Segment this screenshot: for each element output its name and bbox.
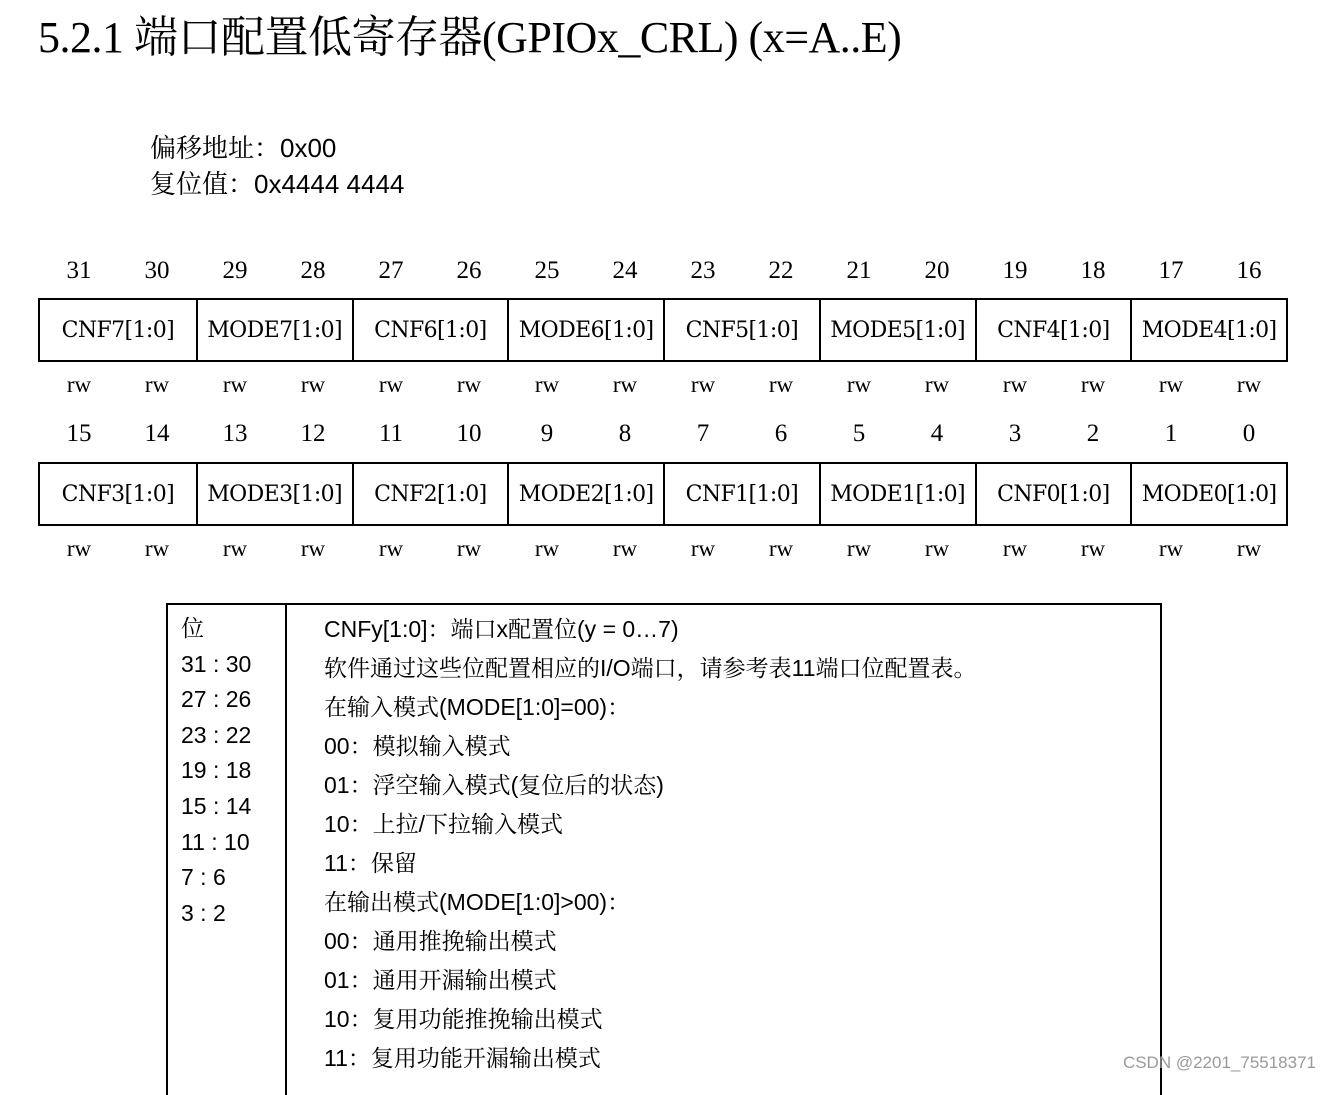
- access-type: rw: [690, 372, 716, 397]
- register-field: CNF1[1:0]: [663, 464, 819, 524]
- bit-numbers-low: [40, 419, 1288, 449]
- access-type: rw: [222, 372, 248, 397]
- bit-number: 28: [300, 257, 326, 284]
- bit-number: 12: [300, 420, 326, 447]
- register-field: CNF0[1:0]: [975, 464, 1131, 524]
- bit-number: 1: [1164, 420, 1178, 447]
- access-type: rw: [846, 372, 872, 397]
- access-type: rw: [534, 536, 560, 561]
- access-type: rw: [846, 536, 872, 561]
- access-type: rw: [1002, 372, 1028, 397]
- bit-range: 15 : 14: [181, 792, 252, 819]
- bit-number: 31: [66, 257, 92, 284]
- bit-number: 4: [930, 420, 944, 447]
- field-name-line: CNFy[1:0]：端口x配置位(y = 0…7): [324, 616, 679, 642]
- bit-number: 10: [456, 420, 482, 447]
- register-field: MODE7[1:0]: [196, 300, 352, 360]
- access-type: rw: [66, 372, 92, 397]
- register-field: MODE0[1:0]: [1130, 464, 1286, 524]
- access-type: rw: [1002, 536, 1028, 561]
- access-type: rw: [612, 372, 638, 397]
- access-type: rw: [768, 536, 794, 561]
- access-type: rw: [456, 536, 482, 561]
- access-type: rw: [1236, 536, 1262, 561]
- access-type: rw: [300, 372, 326, 397]
- access-type: rw: [378, 372, 404, 397]
- address-offset: 偏移地址：0x00: [150, 133, 337, 163]
- output-mode-heading: 在输出模式(MODE[1:0]>00)：: [324, 889, 631, 915]
- bit-number: 20: [924, 257, 950, 284]
- bit-number: 9: [540, 420, 554, 447]
- bit-number: 30: [144, 257, 170, 284]
- bit-number: 18: [1080, 257, 1106, 284]
- bit-number: 29: [222, 257, 248, 284]
- description-line: 10：上拉/下拉输入模式: [324, 811, 563, 837]
- bit-number: 5: [852, 420, 866, 447]
- register-field: CNF2[1:0]: [352, 464, 508, 524]
- register-field: MODE5[1:0]: [819, 300, 975, 360]
- bit-number: 21: [846, 257, 872, 284]
- register-field: CNF7[1:0]: [61, 317, 175, 343]
- register-field: MODE3[1:0]: [196, 464, 352, 524]
- bit-range: 19 : 18: [181, 757, 252, 784]
- description-line: 11：复用功能开漏输出模式: [324, 1045, 601, 1071]
- register-field: CNF4[1:0]: [975, 300, 1131, 360]
- register-field: MODE2[1:0]: [507, 464, 663, 524]
- access-type: rw: [456, 372, 482, 397]
- access-type: rw: [924, 372, 950, 397]
- access-type: rw: [1236, 372, 1262, 397]
- access-type: rw: [1080, 372, 1106, 397]
- access-type: rw: [222, 536, 248, 561]
- bit-number: 0: [1242, 420, 1256, 447]
- bit-number: 14: [144, 420, 170, 447]
- description-line: 00：通用推挽输出模式: [324, 928, 557, 954]
- bit-number: 27: [378, 257, 404, 284]
- description-line: 00：模拟输入模式: [324, 733, 511, 759]
- bit-number: 17: [1158, 257, 1184, 284]
- watermark: CSDN @2201_75518371: [1122, 1053, 1316, 1072]
- access-types-high: [40, 371, 1288, 399]
- bit-range: 27 : 26: [181, 686, 252, 713]
- access-type: rw: [768, 372, 794, 397]
- description-line: 软件通过这些位配置相应的I/O端口，请参考表11端口位配置表。: [324, 655, 977, 681]
- access-type: rw: [378, 536, 404, 561]
- access-type: rw: [144, 536, 170, 561]
- access-type: rw: [534, 372, 560, 397]
- bit-number: 11: [378, 420, 404, 447]
- bit-range: 11 : 10: [181, 828, 250, 855]
- bit-column-header: 位: [181, 615, 204, 641]
- bit-number: 6: [774, 420, 788, 447]
- description-line: 01：浮空输入模式(复位后的状态): [324, 772, 664, 798]
- bit-range: 23 : 22: [181, 721, 252, 748]
- access-types-low: [40, 535, 1288, 563]
- bit-number: 13: [222, 420, 248, 447]
- bit-range: 7 : 6: [181, 864, 226, 891]
- access-type: rw: [612, 536, 638, 561]
- access-type: rw: [1158, 372, 1184, 397]
- access-type: rw: [1080, 536, 1106, 561]
- access-type: rw: [144, 372, 170, 397]
- bit-numbers-high: [40, 256, 1288, 286]
- description-line: 11：保留: [324, 850, 417, 876]
- bit-description-table: [166, 603, 1162, 1095]
- access-type: rw: [300, 536, 326, 561]
- bit-number: 16: [1236, 257, 1262, 284]
- section-title: 5.2.1 端口配置低寄存器(GPIOx_CRL) (x=A..E): [38, 13, 902, 62]
- bit-number: 2: [1086, 420, 1100, 447]
- bit-range: 3 : 2: [181, 899, 226, 926]
- bit-number: 23: [690, 257, 716, 284]
- register-field: CNF3[1:0]: [61, 481, 175, 507]
- access-type: rw: [66, 536, 92, 561]
- bit-range: 31 : 30: [181, 650, 252, 677]
- bit-number: 22: [768, 257, 794, 284]
- bit-number: 25: [534, 257, 560, 284]
- description-line: 10：复用功能推挽输出模式: [324, 1006, 603, 1032]
- register-fields-high: [38, 298, 1288, 362]
- register-field: CNF6[1:0]: [352, 300, 508, 360]
- bit-position-column: [181, 611, 251, 931]
- access-type: rw: [1158, 536, 1184, 561]
- column-divider: [285, 605, 287, 1095]
- bit-number: 8: [618, 420, 632, 447]
- description-line: 01：通用开漏输出模式: [324, 967, 557, 993]
- access-type: rw: [924, 536, 950, 561]
- bit-number: 15: [66, 420, 92, 447]
- register-field: CNF5[1:0]: [663, 300, 819, 360]
- bit-number: 26: [456, 257, 482, 284]
- input-mode-heading: 在输入模式(MODE[1:0]=00)：: [324, 694, 631, 720]
- bit-number: 24: [612, 257, 638, 284]
- register-field: MODE4[1:0]: [1130, 300, 1286, 360]
- bit-number: 19: [1002, 257, 1028, 284]
- bit-number: 3: [1008, 420, 1022, 447]
- bit-number: 7: [696, 420, 710, 447]
- reset-value: 复位值：0x4444 4444: [150, 169, 405, 199]
- access-type: rw: [690, 536, 716, 561]
- register-fields-low: [38, 462, 1288, 526]
- register-field: MODE1[1:0]: [819, 464, 975, 524]
- register-field: MODE6[1:0]: [507, 300, 663, 360]
- description-column: [324, 610, 977, 1078]
